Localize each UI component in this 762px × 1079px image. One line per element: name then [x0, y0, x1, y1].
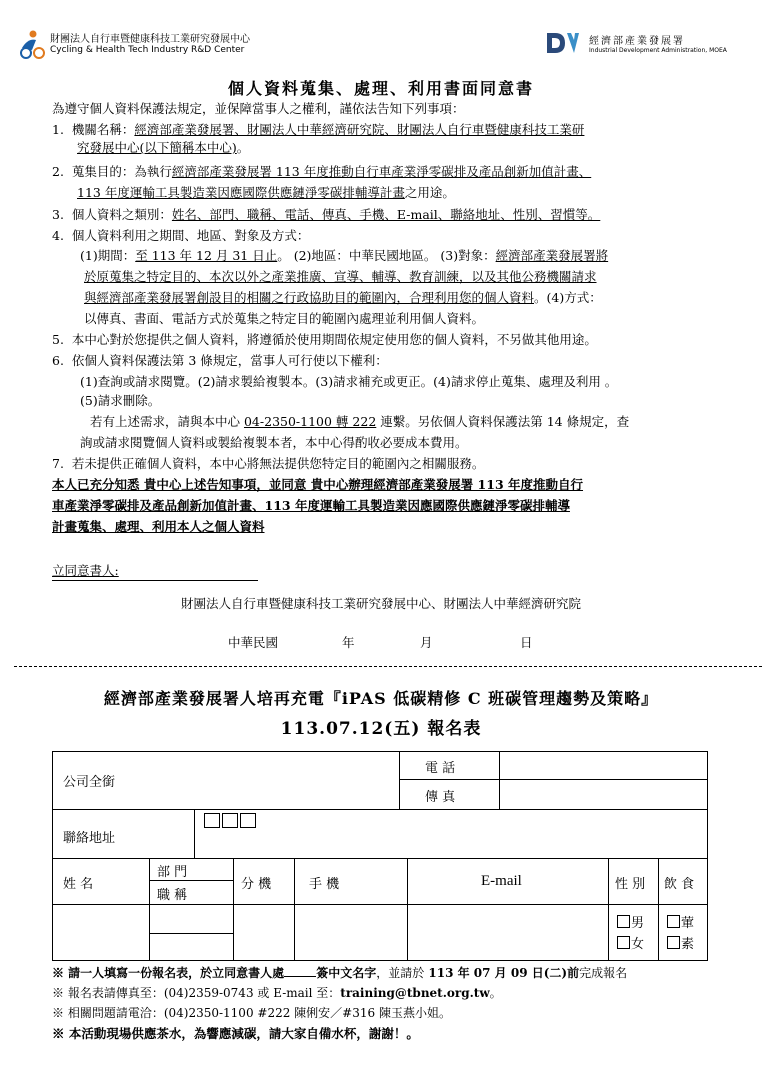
- chc-name-en: Cycling & Health Tech Industry R&D Center: [50, 45, 245, 55]
- signer-label: 立同意書人:: [52, 563, 119, 578]
- postal-box[interactable]: [222, 813, 238, 828]
- name-label: 姓 名: [63, 877, 94, 892]
- item-4-line-1: (1)期間：至 113 年 12 月 31 日止。 (2)地區：中華民國地區。 (3)對象：經濟部產業發展署將: [80, 248, 609, 263]
- date-year: 年: [342, 635, 355, 650]
- date-day: 日: [520, 635, 533, 650]
- checkbox[interactable]: [667, 936, 680, 949]
- phone-field[interactable]: [505, 756, 700, 776]
- item-2-line-1: 2. 蒐集目的：為執行經濟部產業發展署 113 年度推動自行車產業淨零碳排及產品創新加值計畫、: [52, 164, 592, 179]
- item-4-line-3: 與經濟部產業發展署創設目的相關之行政協助目的範圍內，合理利用您的個人資料。(4)方式：: [84, 290, 602, 305]
- email-label: E-mail: [481, 873, 522, 889]
- checkbox[interactable]: [667, 915, 680, 928]
- item-6-line-4: 詢或請求閱覽個人資料或製給複製本者，本中心得酌收必要成本費用。: [80, 435, 468, 450]
- orgs-line: 財團法人自行車暨健康科技工業研究發展中心、財團法人中華經濟研究院: [180, 596, 581, 611]
- mobile-label: 手 機: [309, 877, 340, 892]
- date-month: 月: [420, 635, 433, 650]
- fax-field[interactable]: [505, 784, 700, 804]
- fax-label: 傳 真: [425, 790, 456, 805]
- jobtitle-label: 職 稱: [157, 888, 188, 903]
- item-3: 3. 個人資料之類別：姓名、部門、職稱、電話、傳真、手機、E-mail、聯絡地址、性別、習慣等。: [52, 207, 601, 222]
- registration-subtitle: 113.07.12(五) 報名表: [280, 719, 482, 739]
- note-4: ※ 本活動現場供應茶水，為響應減碳，請大家自備水杯，謝謝！。: [52, 1026, 419, 1041]
- gender-label: 性 別: [615, 877, 646, 892]
- ida-name-en: Industrial Development Administration, MOEA: [589, 47, 727, 54]
- signer-line[interactable]: [52, 562, 258, 581]
- item-1-line-1: 1. 機關名稱：經濟部產業發展署、財團法人中華經濟研究院、財團法人自行車暨健康科技工業研: [52, 122, 585, 137]
- company-field[interactable]: [233, 758, 393, 804]
- ext-label: 分 機: [241, 877, 272, 892]
- postal-code-boxes[interactable]: [204, 813, 258, 832]
- consent-title: 個人資料蒐集、處理、利用書面同意書: [227, 79, 534, 98]
- phone-label: 電 話: [425, 761, 456, 776]
- item-6-line-3: 若有上述需求，請與本中心 04-2350-1100 轉 222 連繫。另依個人資料保護法第 14 條規定，查: [90, 414, 630, 429]
- agreement-line-2: 車產業淨零碳排及產品創新加值計畫、113 年度運輸工具製造業因應國際供應鏈淨零碳排輔導: [52, 498, 570, 513]
- registration-title: 經濟部產業發展署人培再充電『iPAS 低碳精修 C 班碳管理趨勢及策略』: [103, 689, 659, 708]
- agreement-line-3: 計畫蒐集、處理、利用本人之個人資料: [52, 519, 265, 534]
- chc-logo: [18, 28, 250, 62]
- diet-veg-option[interactable]: 素: [667, 933, 694, 952]
- postal-box[interactable]: [240, 813, 256, 828]
- item-5: 5. 本中心對於您提供之個人資料，將遵循於使用期間依規定使用您的個人資料，不另做其他用途。: [52, 332, 597, 347]
- item-6-line-2: (5)請求刪除。: [80, 393, 161, 408]
- ida-logo: [545, 30, 745, 60]
- item-1-line-2: 究發展中心(以下簡稱本中心)。: [77, 140, 250, 155]
- company-label: 公司全銜: [63, 775, 116, 790]
- item-6-line-1: (1)查詢或請求閱覽。(2)請求製給複製本。(3)請求補充或更正。(4)請求停止蒐集、處理及利用 。: [80, 374, 618, 389]
- date-roc: 中華民國: [228, 635, 279, 650]
- checkbox[interactable]: [617, 915, 630, 928]
- note-3: ※ 相關問題請電洽：(04)2350-1100 #222 陳俐安／#316 陳玉燕小姐。: [52, 1006, 451, 1020]
- email-link[interactable]: training@tbnet.org.tw: [340, 986, 490, 1000]
- item-2-line-2: 113 年度運輸工具製造業因應國際供應鏈淨零碳排輔導計畫之用途。: [77, 185, 455, 200]
- cycling-figure-icon: [18, 28, 46, 60]
- cut-line: [14, 666, 762, 667]
- gender-male-option[interactable]: 男: [617, 912, 644, 931]
- postal-box[interactable]: [204, 813, 220, 828]
- item-4-line-2: 於原蒐集之特定目的、本次以外之產業推廣、宣導、輔導、教育訓練，以及其他公務機關請求: [84, 269, 597, 284]
- agreement-line-1: 本人已充分知悉 貴中心上述告知事項，並同意 貴中心辦理經濟部產業發展署 113 年度推動自行: [52, 477, 584, 492]
- gender-female-option[interactable]: 女: [617, 933, 644, 952]
- item-6: 6. 依個人資料保護法第 3 條規定，當事人可行使以下權利：: [52, 353, 388, 368]
- ida-mark-icon: [545, 30, 581, 56]
- item-4-line-4: 以傳真、書面、電話方式於蒐集之特定目的範圍內處理並利用個人資料。: [84, 311, 485, 326]
- address-label: 聯絡地址: [63, 831, 116, 846]
- diet-meat-option[interactable]: 葷: [667, 912, 694, 931]
- note-1: ※ 請一人填寫一份報名表，於立同意書人處 簽中文名字，並請於 113 年 07 月 09 日(二)前完成報名: [52, 966, 628, 980]
- item-4: 4. 個人資料利用之期間、地區、對象及方式：: [52, 228, 310, 243]
- item-7: 7. 若未提供正確個人資料，本中心將無法提供您特定目的範圍內之相關服務。: [52, 456, 485, 471]
- dept-label: 部 門: [157, 865, 188, 880]
- note-2: ※ 報名表請傳真至：(04)2359-0743 或 E-mail 至：training@tbnet.org.tw。: [52, 986, 502, 1000]
- diet-label: 飲 食: [664, 877, 695, 892]
- chc-name-zh: 財團法人自行車暨健康科技工業研究發展中心: [50, 34, 250, 45]
- registration-table: [52, 751, 708, 961]
- consent-intro: 為遵守個人資料保護法規定，並保障當事人之權利，謹依法告知下列事項：: [52, 101, 465, 116]
- ida-name-zh: 經濟部產業發展署: [589, 36, 685, 47]
- checkbox[interactable]: [617, 936, 630, 949]
